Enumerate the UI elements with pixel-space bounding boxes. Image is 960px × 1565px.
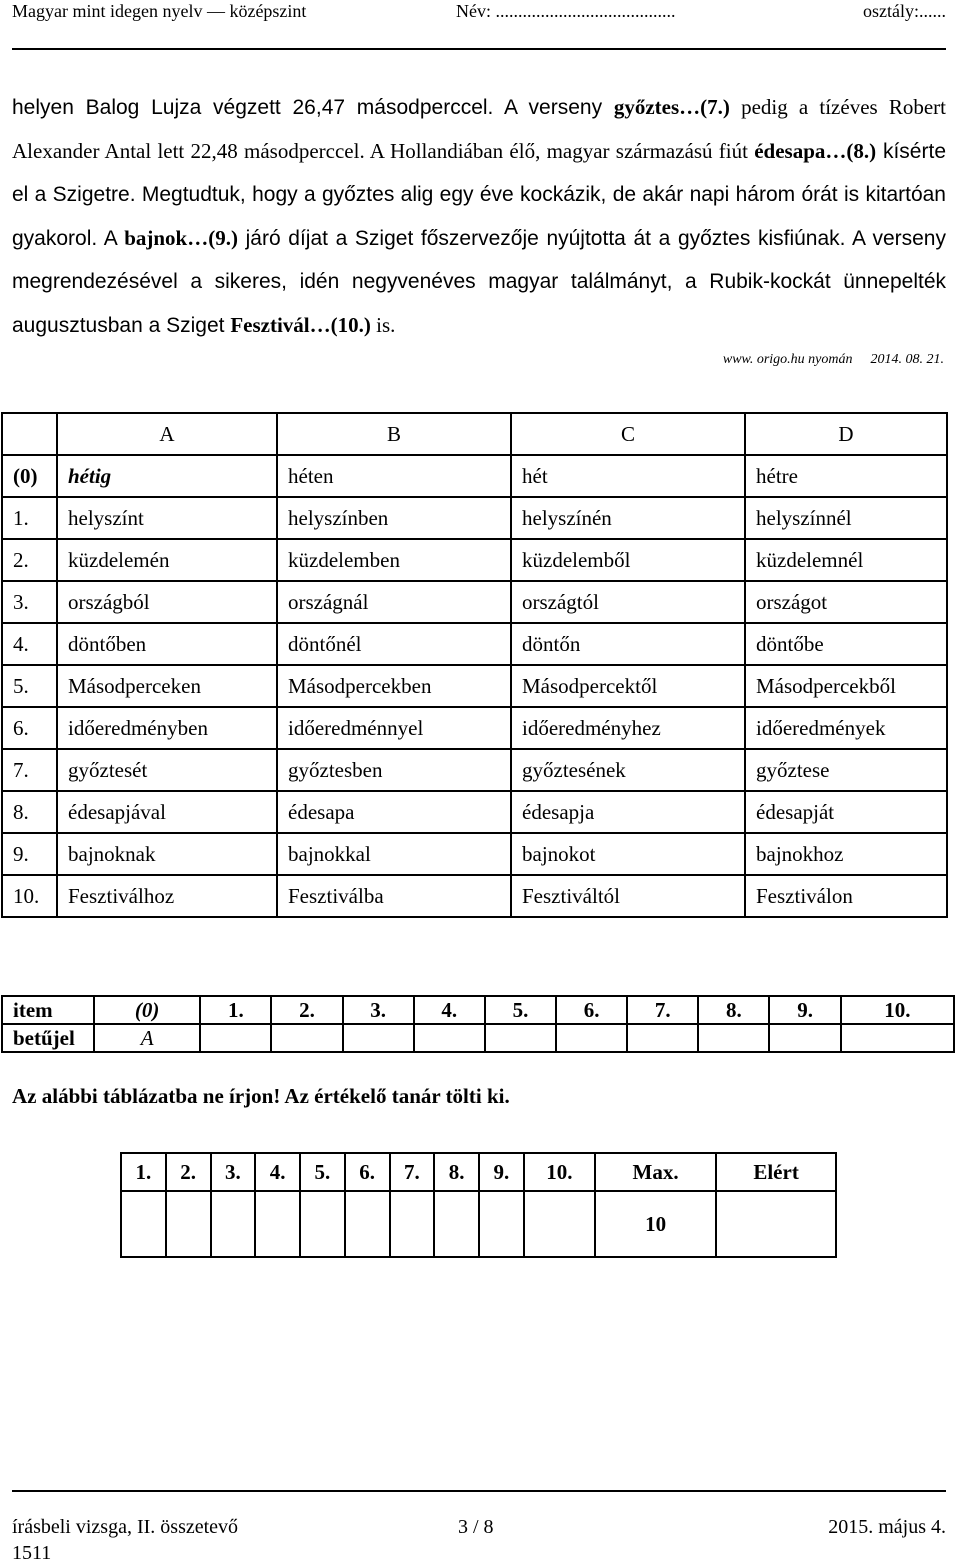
answer-item-number: 3.: [343, 996, 414, 1024]
scoring-table: [120, 1152, 837, 1258]
option-d: döntőbe: [745, 623, 947, 665]
class-field-label: osztály:......: [863, 1, 946, 21]
score-value-cell: [300, 1191, 345, 1257]
option-d: Másodpercekből: [745, 665, 947, 707]
row-number: 2.: [2, 539, 57, 581]
option-row: [2, 875, 947, 917]
answer-item-number: 9.: [769, 996, 840, 1024]
option-d: Fesztiválon: [745, 875, 947, 917]
option-b: időeredménnyel: [277, 707, 511, 749]
option-a: időeredményben: [57, 707, 277, 749]
letter-label: betűjel: [2, 1024, 94, 1052]
answer-table: [1, 995, 955, 1053]
answer-item-row: [2, 996, 954, 1024]
option-row: [2, 833, 947, 875]
row-number: 6.: [2, 707, 57, 749]
column-header-a: A: [57, 413, 277, 455]
option-c: Másodpercektől: [511, 665, 745, 707]
answer-item-number: 2.: [271, 996, 342, 1024]
score-value-cell: 10: [595, 1191, 716, 1257]
option-b: döntőnél: [277, 623, 511, 665]
option-d: időeredmények: [745, 707, 947, 749]
text-segment: is.: [370, 312, 396, 337]
footer-exam-part: írásbeli vizsga, II. összetevő: [12, 1516, 239, 1538]
score-value-cell: [434, 1191, 479, 1257]
text-segment: pedig a tízéves Robert Alexander Antal lett 22,48 másodperccel. A Hollandiában élő, magyar származású fiút: [12, 95, 947, 163]
row-number: 8.: [2, 791, 57, 833]
row-number: 3.: [2, 581, 57, 623]
row-number: (0): [2, 455, 57, 497]
option-c: országtól: [511, 581, 745, 623]
answer-letter-cell[interactable]: [698, 1024, 769, 1052]
score-value-cell: [166, 1191, 211, 1257]
option-c: küzdelemből: [511, 539, 745, 581]
answer-item-number: (0): [94, 996, 200, 1024]
score-value-cell: [524, 1191, 595, 1257]
score-header-cell: Max.: [595, 1153, 716, 1191]
score-value-cell: [479, 1191, 524, 1257]
answer-letter-cell[interactable]: [343, 1024, 414, 1052]
option-b: édesapa: [277, 791, 511, 833]
option-row: [2, 623, 947, 665]
option-b: Fesztiválba: [277, 875, 511, 917]
text-segment: helyen Balog Lujza végzett 26,47 másodperccel. A verseny: [12, 96, 614, 119]
option-row: [2, 665, 947, 707]
score-value-cell: [211, 1191, 256, 1257]
answer-letter-cell[interactable]: A: [94, 1024, 200, 1052]
option-row: [2, 455, 947, 497]
answer-letter-cell[interactable]: [556, 1024, 627, 1052]
score-value-cell: [716, 1191, 836, 1257]
row-number: 10.: [2, 875, 57, 917]
option-a: helyszínt: [57, 497, 277, 539]
option-d: országot: [745, 581, 947, 623]
option-d: győztese: [745, 749, 947, 791]
option-row: [2, 791, 947, 833]
option-b: Másodpercekben: [277, 665, 511, 707]
option-c: hét: [511, 455, 745, 497]
option-a: bajnoknak: [57, 833, 277, 875]
option-d: küzdelemnél: [745, 539, 947, 581]
row-number: 1.: [2, 497, 57, 539]
score-header-cell: 3.: [211, 1153, 256, 1191]
option-a: Fesztiválhoz: [57, 875, 277, 917]
option-d: helyszínnél: [745, 497, 947, 539]
source-citation: [723, 352, 944, 368]
option-b: országnál: [277, 581, 511, 623]
item-label: item: [2, 996, 94, 1024]
option-row: [2, 581, 947, 623]
score-header-cell: 8.: [434, 1153, 479, 1191]
gap-8: édesapa…(8.): [754, 138, 877, 163]
source-date: 2014. 08. 21.: [870, 352, 944, 367]
exam-title: Magyar mint idegen nyelv — középszint: [12, 1, 307, 21]
scoring-header-row: [121, 1153, 836, 1191]
option-b: győztesben: [277, 749, 511, 791]
score-header-cell: 9.: [479, 1153, 524, 1191]
option-a: édesapjával: [57, 791, 277, 833]
option-row: [2, 497, 947, 539]
score-header-cell: 2.: [166, 1153, 211, 1191]
score-header-cell: 10.: [524, 1153, 595, 1191]
column-header-b: B: [277, 413, 511, 455]
score-header-cell: Elért: [716, 1153, 836, 1191]
option-c: Fesztiváltól: [511, 875, 745, 917]
reading-text: [12, 86, 946, 347]
row-number: 7.: [2, 749, 57, 791]
answer-letter-cell[interactable]: [841, 1024, 954, 1052]
teacher-note: Az alábbi táblázatba ne írjon! Az értékelő tanár tölti ki.: [12, 1084, 510, 1108]
score-value-cell: [121, 1191, 166, 1257]
answer-letter-row: [2, 1024, 954, 1052]
page-number: 3 / 8: [458, 1516, 494, 1538]
text-segment: járó díjat a Sziget főszervezője nyújtotta át a győztes kisfiúnak. A verseny megrendezésével a sikeres, idén negyvenéves magyar találmányt, a Rubik-kockát ünnepelték augusztusban a Sziget: [12, 226, 946, 337]
answer-item-number: 1.: [200, 996, 271, 1024]
answer-item-number: 10.: [841, 996, 954, 1024]
score-header-cell: 6.: [345, 1153, 390, 1191]
exam-code: 1511: [12, 1542, 52, 1564]
option-c: időeredményhez: [511, 707, 745, 749]
page-header: [12, 0, 946, 50]
answer-letter-cell[interactable]: [414, 1024, 485, 1052]
option-d: bajnokhoz: [745, 833, 947, 875]
column-header-c: C: [511, 413, 745, 455]
option-a: Másodperceken: [57, 665, 277, 707]
answer-item-number: 4.: [414, 996, 485, 1024]
option-row: [2, 539, 947, 581]
answer-letter-cell[interactable]: [271, 1024, 342, 1052]
option-a: küzdelemén: [57, 539, 277, 581]
option-b: héten: [277, 455, 511, 497]
scoring-value-row: [121, 1191, 836, 1257]
score-header-cell: 4.: [255, 1153, 300, 1191]
score-value-cell: [255, 1191, 300, 1257]
row-number: 5.: [2, 665, 57, 707]
answer-letter-cell[interactable]: [200, 1024, 271, 1052]
gap-7: győztes…(7.): [613, 95, 730, 119]
option-a: döntőben: [57, 623, 277, 665]
option-c: helyszínén: [511, 497, 745, 539]
score-value-cell: [345, 1191, 390, 1257]
score-header-cell: 1.: [121, 1153, 166, 1191]
answer-item-number: 8.: [698, 996, 769, 1024]
row-number: 4.: [2, 623, 57, 665]
option-b: bajnokkal: [277, 833, 511, 875]
corner-cell: [2, 413, 57, 455]
answer-item-number: 7.: [627, 996, 698, 1024]
option-d: hétre: [745, 455, 947, 497]
options-table: [1, 412, 948, 918]
gap-10: Fesztivál…(10.): [230, 312, 371, 337]
option-a: hétig: [57, 455, 277, 497]
answer-letter-cell[interactable]: [627, 1024, 698, 1052]
page-footer: [12, 1490, 946, 1564]
answer-letter-cell[interactable]: [769, 1024, 840, 1052]
text-segment: kísérte el a Szigetre. Megtudtuk, hogy a győztes alig egy éve kockázik, de akár napi három órát is kitartóan gyakorol. A: [12, 139, 946, 250]
option-a: országból: [57, 581, 277, 623]
row-number: 9.: [2, 833, 57, 875]
option-row: [2, 707, 947, 749]
score-value-cell: [390, 1191, 435, 1257]
options-header-row: [2, 413, 947, 455]
option-c: édesapja: [511, 791, 745, 833]
answer-item-number: 6.: [556, 996, 627, 1024]
option-a: győztesét: [57, 749, 277, 791]
answer-letter-cell[interactable]: [485, 1024, 556, 1052]
name-field-label: Név: ........................................: [456, 1, 676, 21]
option-c: győztesének: [511, 749, 745, 791]
source-site: www. origo.hu nyomán: [722, 352, 853, 367]
option-b: helyszínben: [277, 497, 511, 539]
option-row: [2, 749, 947, 791]
exam-date: 2015. május 4.: [828, 1516, 946, 1538]
column-header-d: D: [745, 413, 947, 455]
option-c: bajnokot: [511, 833, 745, 875]
option-b: küzdelemben: [277, 539, 511, 581]
score-header-cell: 7.: [390, 1153, 435, 1191]
score-header-cell: 5.: [300, 1153, 345, 1191]
answer-item-number: 5.: [485, 996, 556, 1024]
option-c: döntőn: [511, 623, 745, 665]
gap-9: bajnok…(9.): [124, 225, 238, 250]
option-d: édesapját: [745, 791, 947, 833]
